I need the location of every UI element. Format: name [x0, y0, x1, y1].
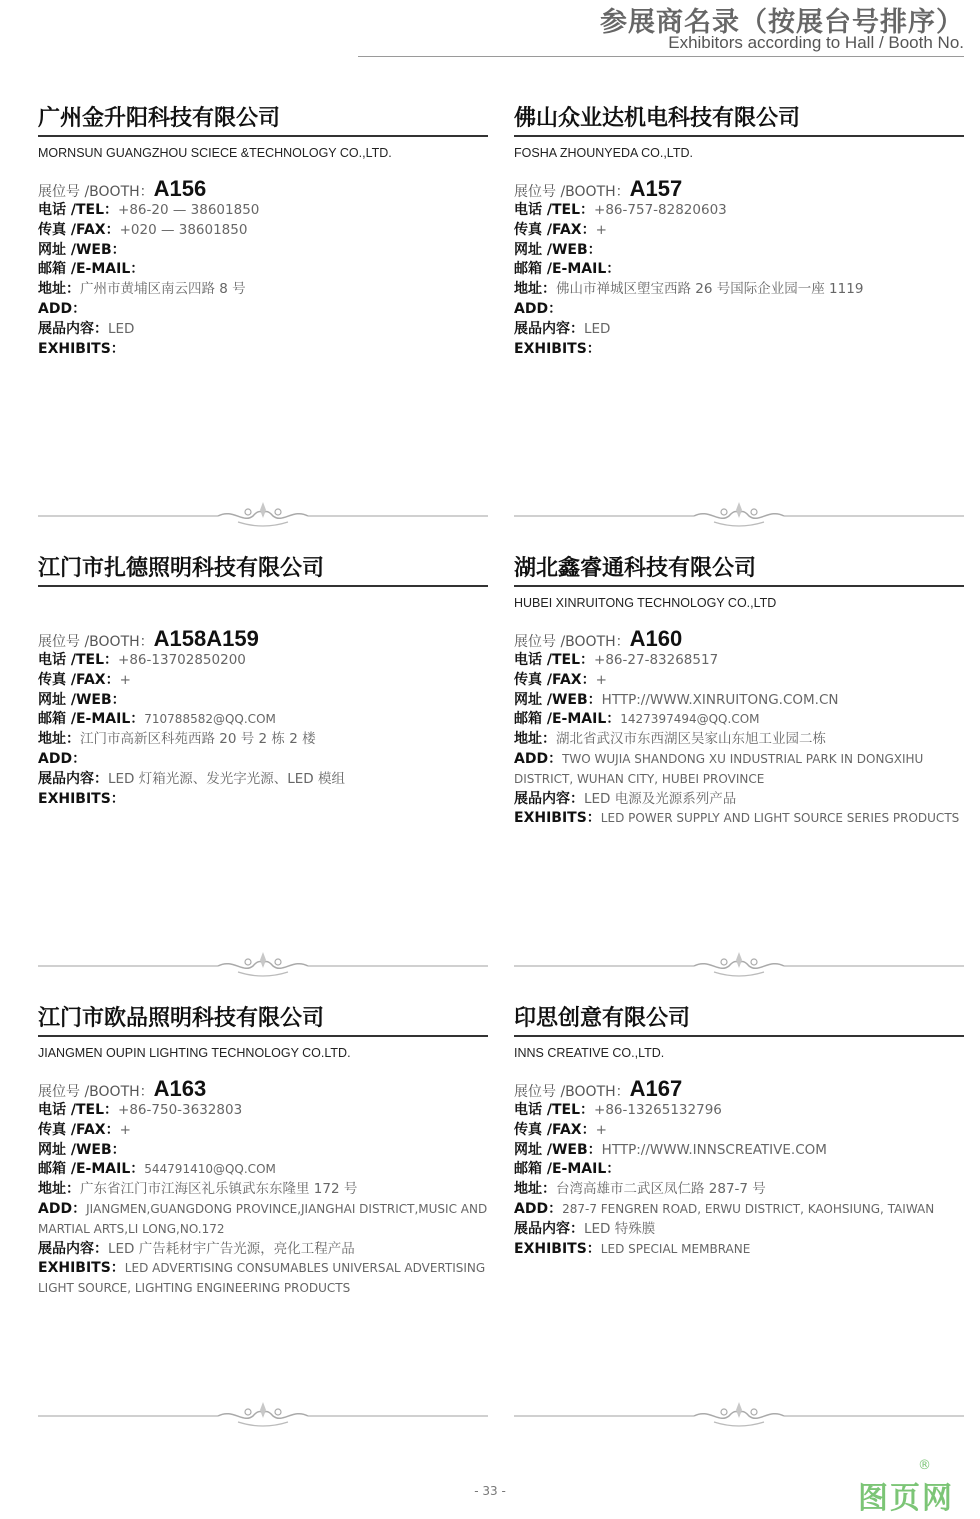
- exhibits-en-label: EXHIBITS：: [514, 1240, 601, 1257]
- address-cn-label: 地址：: [514, 1181, 556, 1198]
- fax-value: +: [119, 1121, 131, 1138]
- exhibitor-card: [38, 103, 488, 359]
- fax-label: 传真 /FAX：: [514, 671, 596, 688]
- ornament-divider: [38, 1398, 488, 1432]
- company-name-cn: 印思创意有限公司: [514, 1006, 691, 1031]
- flourish-icon: [38, 1398, 488, 1432]
- booth-row: [514, 627, 964, 651]
- address-cn-label: 地址：: [514, 731, 556, 748]
- watermark-logo: 图页网: [858, 1481, 954, 1516]
- exhibits-cn-row: [514, 790, 964, 810]
- exhibits-cn-label: 展品内容：: [514, 1220, 584, 1237]
- booth-label: 展位号 /BOOTH：: [38, 1084, 154, 1100]
- exhibits-cn-label: 展品内容：: [38, 1240, 108, 1257]
- ornament-divider: [38, 498, 488, 532]
- tel-value: +86-13265132796: [594, 1102, 722, 1118]
- web-value[interactable]: HTTP://WWW.INNSCREATIVE.COM: [601, 1141, 827, 1158]
- fax-label: 传真 /FAX：: [38, 221, 120, 238]
- exhibitor-card: [514, 1003, 964, 1259]
- company-name-en: [38, 593, 488, 613]
- fax-label: 传真 /FAX：: [38, 1121, 120, 1138]
- exhibits-en-row: [514, 340, 964, 360]
- address-cn-row: [514, 1180, 964, 1200]
- web-row: [514, 241, 964, 261]
- web-label: 网址 /WEB：: [514, 1141, 602, 1158]
- exhibits-cn-value: LED 特殊膜: [584, 1220, 656, 1237]
- booth-label: 展位号 /BOOTH：: [514, 184, 630, 200]
- exhibits-en-row: [38, 1259, 488, 1299]
- email-label: 邮箱 /E-MAIL：: [514, 261, 621, 278]
- company-name-cn: 广州金升阳科技有限公司: [38, 106, 281, 131]
- fax-label: 传真 /FAX：: [38, 671, 120, 688]
- exhibits-cn-row: [514, 320, 964, 340]
- flourish-icon: [514, 498, 964, 532]
- company-name-en: MORNSUN GUANGZHOU SCIECE &TECHNOLOGY CO.,LTD.: [38, 146, 392, 160]
- address-en-label: ADD：: [514, 300, 563, 317]
- title-underline: [514, 135, 964, 137]
- exhibits-en-row: [38, 340, 488, 360]
- address-en-label: ADD：: [38, 1200, 87, 1217]
- address-cn-value: 台湾高雄市二武区凤仁路 287-7 号: [556, 1181, 766, 1198]
- exhibits-cn-row: [38, 320, 488, 340]
- booth-number: A156: [153, 176, 207, 201]
- address-en-row: [38, 750, 488, 770]
- company-name-en: HUBEI XINRUITONG TECHNOLOGY CO.,LTD: [514, 596, 777, 610]
- address-cn-row: [514, 280, 964, 300]
- header-divider: [358, 56, 964, 57]
- address-en-row: [38, 300, 488, 320]
- booth-label: 展位号 /BOOTH：: [514, 634, 630, 650]
- company-name-cn: 佛山众业达机电科技有限公司: [514, 106, 801, 131]
- page-title-cn: 参展商名录（按展台号排序）: [600, 7, 964, 38]
- company-name-en: FOSHA ZHOUNYEDA CO.,LTD.: [514, 146, 693, 160]
- email-label: 邮箱 /E-MAIL：: [38, 711, 145, 728]
- booth-row: [38, 177, 488, 201]
- email-label: 邮箱 /E-MAIL：: [38, 1161, 145, 1178]
- web-label: 网址 /WEB：: [38, 1141, 126, 1158]
- address-en-value: JIANGMEN,GUANGDONG PROVINCE,JIANGHAI DISTRICT,MUSIC AND MARTIAL ARTS,LI LONG,NO.172: [38, 1201, 488, 1236]
- address-cn-value: 广州市黄埔区南云四路 8 号: [80, 281, 246, 298]
- fax-row: [514, 221, 964, 241]
- booth-label: 展位号 /BOOTH：: [514, 1084, 630, 1100]
- address-cn-label: 地址：: [514, 281, 556, 298]
- email-row: [514, 1160, 964, 1180]
- exhibitor-card: [514, 553, 964, 829]
- exhibits-cn-label: 展品内容：: [38, 770, 108, 787]
- address-cn-row: [38, 1180, 488, 1200]
- exhibits-en-value: LED ADVERTISING CONSUMABLES UNIVERSAL ADVERTISING LIGHT SOURCE, LIGHTING ENGINEERING PRODUCTS: [38, 1261, 486, 1296]
- address-cn-label: 地址：: [38, 281, 80, 298]
- tel-label: 电话 /TEL：: [38, 652, 119, 668]
- exhibits-en-value: LED POWER SUPPLY AND LIGHT SOURCE SERIES PRODUCTS: [600, 811, 960, 826]
- address-en-value: TWO WUJIA SHANDONG XU INDUSTRIAL PARK IN DONGXIHU DISTRICT, WUHAN CITY, HUBEI PROVINCE: [514, 751, 924, 786]
- web-label: 网址 /WEB：: [38, 691, 126, 708]
- address-cn-row: [38, 730, 488, 750]
- email-row: [38, 710, 488, 730]
- fax-value: +: [595, 1121, 607, 1138]
- fax-row: [38, 221, 488, 241]
- address-cn-row: [514, 730, 964, 750]
- exhibits-cn-value: LED 电源及光源系列产品: [584, 790, 737, 807]
- page-title-en: Exhibitors according to Hall / Booth No.: [668, 33, 964, 52]
- exhibits-cn-row: [38, 1240, 488, 1260]
- registered-mark: ®: [918, 1458, 931, 1473]
- email-row: [38, 1160, 488, 1180]
- address-en-row: [514, 300, 964, 320]
- address-cn-label: 地址：: [38, 731, 80, 748]
- exhibitor-card: [514, 103, 964, 359]
- title-underline: [38, 1035, 488, 1037]
- fax-row: [514, 671, 964, 691]
- exhibits-en-label: EXHIBITS：: [514, 340, 601, 357]
- company-name-cn: 湖北鑫睿通科技有限公司: [514, 556, 757, 581]
- ornament-divider: [514, 1398, 964, 1432]
- email-row: [514, 260, 964, 280]
- email-label: 邮箱 /E-MAIL：: [38, 261, 145, 278]
- exhibits-cn-value: LED 灯箱光源、发光字光源、LED 模组: [108, 770, 345, 787]
- address-en-label: ADD：: [38, 750, 87, 767]
- address-en-label: ADD：: [514, 750, 563, 767]
- fax-row: [38, 1121, 488, 1141]
- fax-value: +: [595, 671, 607, 688]
- booth-row: [514, 1077, 964, 1101]
- title-underline: [514, 585, 964, 587]
- exhibits-en-label: EXHIBITS：: [38, 340, 125, 357]
- exhibits-cn-value: LED 广告耗材宇广告光源，亮化工程产品: [108, 1240, 355, 1257]
- booth-number: A157: [629, 176, 683, 201]
- exhibits-en-row: [514, 1240, 964, 1260]
- email-label: 邮箱 /E-MAIL：: [514, 1161, 621, 1178]
- web-row: [38, 1141, 488, 1161]
- booth-number: A160: [629, 626, 683, 651]
- booth-number: A167: [629, 1076, 683, 1101]
- fax-value: +: [119, 671, 131, 688]
- address-cn-value: 佛山市禅城区塱宝西路 26 号国际企业园一座 1119: [556, 281, 864, 298]
- address-en-row: [514, 1200, 964, 1220]
- company-name-cn: 江门市欧品照明科技有限公司: [38, 1006, 325, 1031]
- tel-label: 电话 /TEL：: [514, 1102, 595, 1118]
- company-name-en: INNS CREATIVE CO.,LTD.: [514, 1046, 665, 1060]
- company-name-en: JIANGMEN OUPIN LIGHTING TECHNOLOGY CO.LTD.: [38, 1046, 351, 1060]
- address-cn-label: 地址：: [38, 1181, 80, 1198]
- exhibits-en-row: [514, 809, 964, 829]
- email-value[interactable]: 710788582@QQ.COM: [144, 712, 276, 727]
- address-cn-row: [38, 280, 488, 300]
- tel-row: [514, 651, 964, 671]
- booth-number: A158A159: [153, 626, 259, 651]
- tel-label: 电话 /TEL：: [38, 1102, 119, 1118]
- exhibits-en-value: LED SPECIAL MEMBRANE: [600, 1241, 751, 1256]
- tel-value: +86-20 — 38601850: [118, 202, 260, 218]
- title-underline: [514, 1035, 964, 1037]
- tel-value: +86-27-83268517: [594, 652, 719, 668]
- exhibits-cn-label: 展品内容：: [38, 320, 108, 337]
- title-underline: [38, 585, 488, 587]
- exhibits-cn-label: 展品内容：: [514, 790, 584, 807]
- exhibitor-card: [38, 553, 488, 809]
- email-value[interactable]: 1427397494@QQ.COM: [620, 712, 760, 727]
- exhibits-en-label: EXHIBITS：: [38, 1260, 125, 1277]
- company-name-cn: 江门市扎德照明科技有限公司: [38, 556, 325, 581]
- exhibits-cn-label: 展品内容：: [514, 320, 584, 337]
- exhibits-cn-value: LED: [584, 320, 611, 337]
- tel-value: +86-750-3632803: [118, 1102, 243, 1118]
- address-cn-value: 江门市高新区科苑西路 20 号 2 栋 2 楼: [80, 731, 316, 748]
- exhibits-en-label: EXHIBITS：: [38, 790, 125, 807]
- booth-row: [38, 627, 488, 651]
- flourish-icon: [514, 948, 964, 982]
- web-label: 网址 /WEB：: [514, 241, 602, 258]
- tel-row: [514, 1101, 964, 1121]
- ornament-divider: [514, 948, 964, 982]
- exhibits-cn-row: [514, 1220, 964, 1240]
- address-en-row: [38, 1200, 488, 1240]
- booth-row: [38, 1077, 488, 1101]
- email-row: [514, 710, 964, 730]
- address-en-label: ADD：: [38, 300, 87, 317]
- ornament-divider: [514, 498, 964, 532]
- exhibits-en-label: EXHIBITS：: [514, 810, 601, 827]
- booth-label: 展位号 /BOOTH：: [38, 634, 154, 650]
- fax-row: [38, 671, 488, 691]
- fax-label: 传真 /FAX：: [514, 221, 596, 238]
- tel-value: +86-757-82820603: [594, 202, 727, 218]
- tel-row: [38, 201, 488, 221]
- web-row: [38, 241, 488, 261]
- fax-value: +020 — 38601850: [119, 221, 248, 238]
- tel-label: 电话 /TEL：: [514, 652, 595, 668]
- address-en-row: [514, 750, 964, 790]
- tel-label: 电话 /TEL：: [514, 202, 595, 218]
- flourish-icon: [38, 498, 488, 532]
- email-label: 邮箱 /E-MAIL：: [514, 711, 621, 728]
- web-row: [38, 691, 488, 711]
- page-number: - 33 -: [474, 1484, 506, 1498]
- address-en-label: ADD：: [514, 1200, 563, 1217]
- web-row: [514, 1141, 964, 1161]
- address-cn-value: 广东省江门市江海区礼乐镇武东东隆里 172 号: [80, 1181, 358, 1198]
- ornament-divider: [38, 948, 488, 982]
- tel-label: 电话 /TEL：: [38, 202, 119, 218]
- fax-row: [514, 1121, 964, 1141]
- email-row: [38, 260, 488, 280]
- flourish-icon: [514, 1398, 964, 1432]
- title-underline: [38, 135, 488, 137]
- address-cn-value: 湖北省武汉市东西湖区吴家山东旭工业园二栋: [556, 731, 826, 748]
- tel-value: +86-13702850200: [118, 652, 246, 668]
- address-en-value: 287-7 FENGREN ROAD, ERWU DISTRICT, KAOHSIUNG, TAIWAN: [562, 1201, 935, 1216]
- web-label: 网址 /WEB：: [38, 241, 126, 258]
- tel-row: [514, 201, 964, 221]
- tel-row: [38, 651, 488, 671]
- email-value[interactable]: 544791410@QQ.COM: [144, 1162, 276, 1177]
- flourish-icon: [38, 948, 488, 982]
- web-value[interactable]: HTTP://WWW.XINRUITONG.COM.CN: [601, 691, 839, 708]
- exhibits-en-row: [38, 790, 488, 810]
- exhibitor-card: [38, 1003, 488, 1299]
- tel-row: [38, 1101, 488, 1121]
- fax-label: 传真 /FAX：: [514, 1121, 596, 1138]
- web-label: 网址 /WEB：: [514, 691, 602, 708]
- booth-label: 展位号 /BOOTH：: [38, 184, 154, 200]
- fax-value: +: [595, 221, 607, 238]
- web-row: [514, 691, 964, 711]
- booth-row: [514, 177, 964, 201]
- booth-number: A163: [153, 1076, 207, 1101]
- exhibits-cn-row: [38, 770, 488, 790]
- exhibits-cn-value: LED: [108, 320, 135, 337]
